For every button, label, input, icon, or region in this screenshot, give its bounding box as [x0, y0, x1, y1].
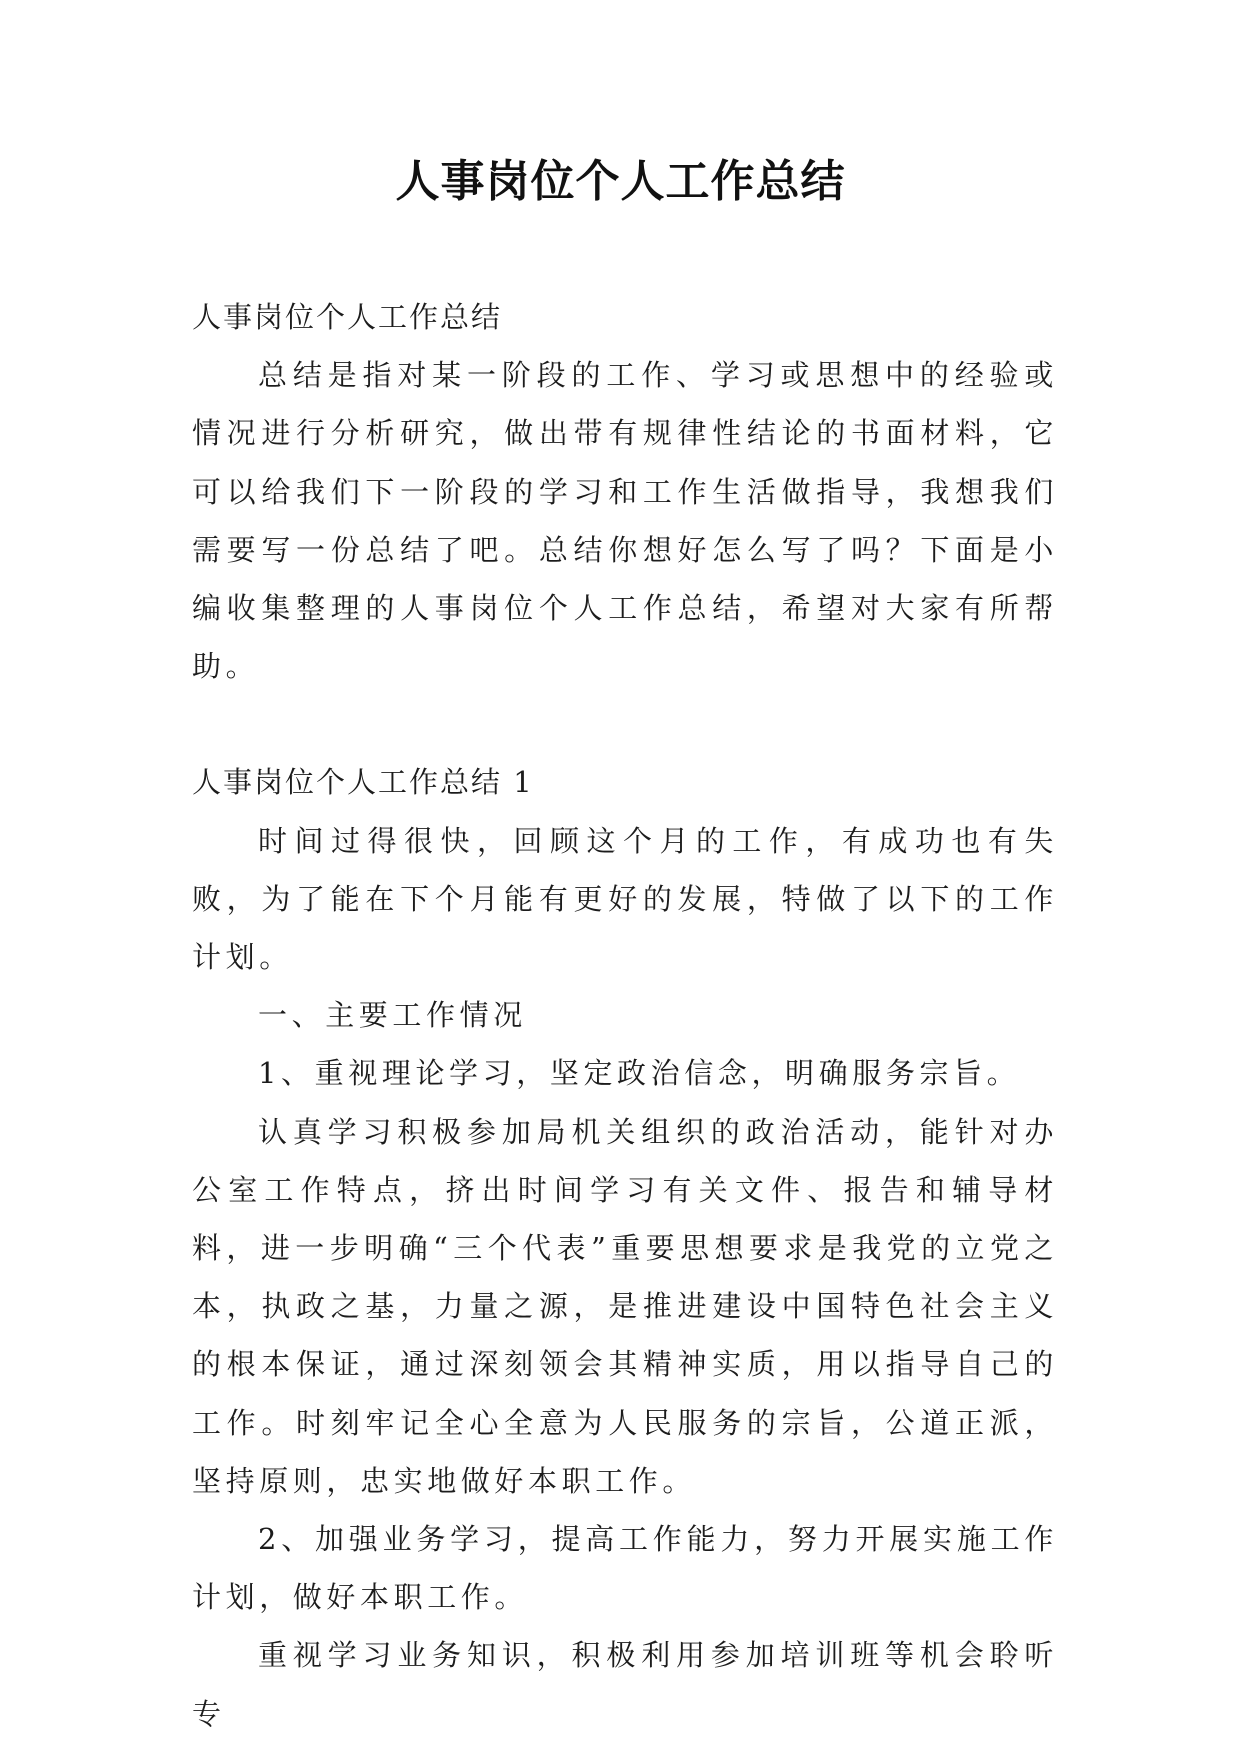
body-paragraph: 重视学习业务知识，积极利用参加培训班等机会聆听专: [192, 1638, 1058, 1731]
numbered-point: 1、重视理论学习，坚定政治信念，明确服务宗旨。: [258, 1056, 1021, 1091]
numbered-point: 2、加强业务学习，提高工作能力，努力开展实施工作计划，做好本职工作。: [192, 1522, 1058, 1615]
document-body: [192, 288, 1058, 1743]
paragraph-spacer: [192, 695, 1058, 753]
document-title: 人事岗位个人工作总结: [395, 156, 846, 207]
body-paragraph: 认真学习积极参加局机关组织的政治活动，能针对办公室工作特点，挤出时间学习有关文件、报告和辅导材料，进一步明确“三个代表”重要思想要求是我党的立党之本，执政之基，力量之源，是推进建设中国特色社会主义的根本保证，通过深刻领会其精神实质，用以指导自己的工作。时刻牢记全心全意为人民服务的宗旨，公道正派，坚持原则，忠实地做好本职工作。: [192, 1114, 1058, 1498]
subheading: 一、主要工作情况: [258, 998, 527, 1033]
section-heading: 人事岗位个人工作总结 1: [192, 765, 534, 800]
section-heading: 人事岗位个人工作总结: [192, 300, 503, 334]
intro-paragraph: 总结是指对某一阶段的工作、学习或思想中的经验或情况进行分析研究，做出带有规律性结论的书面材料，它可以给我们下一阶段的学习和工作生活做指导，我想我们需要写一份总结了吧。总结你想好怎么写了吗？下面是小编收集整理的人事岗位个人工作总结，希望对大家有所帮助。: [192, 358, 1058, 684]
body-paragraph: 时间过得很快，回顾这个月的工作，有成功也有失败，为了能在下个月能有更好的发展，特做了以下的工作计划。: [192, 823, 1058, 975]
